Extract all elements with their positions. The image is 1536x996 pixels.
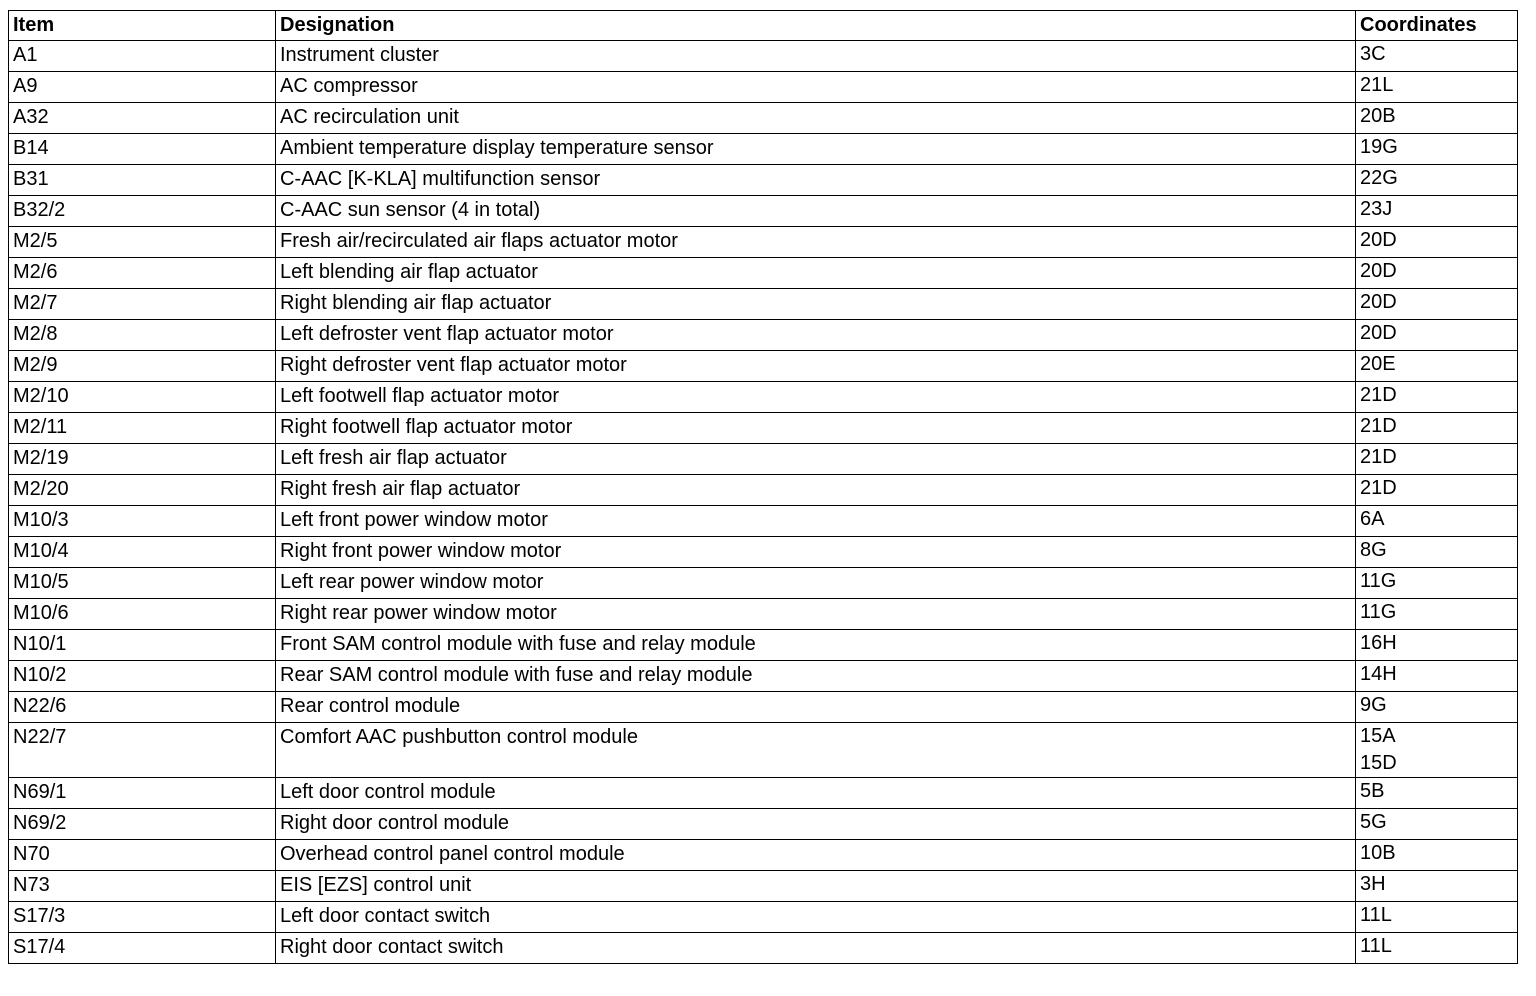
cell-designation: Right defroster vent flap actuator motor (276, 351, 1356, 382)
cell-designation: AC recirculation unit (276, 103, 1356, 134)
coordinate-value: 20D (1360, 229, 1397, 251)
cell-item: M2/7 (9, 289, 276, 320)
coordinate-value: 9G (1360, 694, 1387, 716)
coordinate-value: 16H (1360, 632, 1397, 654)
coordinate-value: 8G (1360, 539, 1387, 561)
cell-coordinates (1356, 475, 1518, 506)
cell-designation: Right front power window motor (276, 537, 1356, 568)
cell-item: M2/19 (9, 444, 276, 475)
table-row (9, 351, 1518, 382)
coordinate-value: 14H (1360, 663, 1397, 685)
cell-coordinates (1356, 165, 1518, 196)
cell-coordinates (1356, 72, 1518, 103)
coordinate-value: 21L (1360, 74, 1394, 96)
cell-item: S17/3 (9, 902, 276, 933)
table-row (9, 809, 1518, 840)
table-row (9, 382, 1518, 413)
table-row (9, 778, 1518, 809)
cell-item: N22/6 (9, 692, 276, 723)
cell-designation: Right door control module (276, 809, 1356, 840)
cell-coordinates (1356, 258, 1518, 289)
table-row (9, 840, 1518, 871)
coordinate-value: 21D (1360, 384, 1397, 406)
header-row (9, 11, 1518, 41)
coordinate-value: 21D (1360, 446, 1397, 468)
cell-designation: Right blending air flap actuator (276, 289, 1356, 320)
cell-coordinates (1356, 871, 1518, 902)
cell-item: S17/4 (9, 933, 276, 964)
cell-item: N10/1 (9, 630, 276, 661)
cell-designation: Fresh air/recirculated air flaps actuator motor (276, 227, 1356, 258)
cell-designation: Right footwell flap actuator motor (276, 413, 1356, 444)
table-row (9, 444, 1518, 475)
coordinate-value: 11L (1360, 935, 1392, 957)
coordinate-value: 3H (1360, 873, 1386, 895)
cell-item: N69/1 (9, 778, 276, 809)
cell-coordinates (1356, 506, 1518, 537)
cell-coordinates (1356, 196, 1518, 227)
cell-designation: Left rear power window motor (276, 568, 1356, 599)
coordinate-value: 5G (1360, 811, 1387, 833)
coordinate-value: 6A (1360, 508, 1385, 530)
table-row (9, 630, 1518, 661)
cell-coordinates (1356, 778, 1518, 809)
cell-designation: Left blending air flap actuator (276, 258, 1356, 289)
table-row (9, 41, 1518, 72)
cell-item: M2/6 (9, 258, 276, 289)
table-row (9, 599, 1518, 630)
cell-designation: Left defroster vent flap actuator motor (276, 320, 1356, 351)
cell-designation: C-AAC [K-KLA] multifunction sensor (276, 165, 1356, 196)
cell-coordinates (1356, 382, 1518, 413)
coordinate-value: 20D (1360, 322, 1397, 344)
coordinate-value: 15A (1360, 725, 1396, 747)
coordinate-value: 3C (1360, 43, 1386, 65)
table-body (9, 41, 1518, 964)
coordinate-value: 11G (1360, 570, 1397, 592)
cell-item: M10/5 (9, 568, 276, 599)
cell-coordinates (1356, 289, 1518, 320)
cell-designation: Overhead control panel control module (276, 840, 1356, 871)
cell-coordinates (1356, 568, 1518, 599)
coordinate-value: 20B (1360, 105, 1396, 127)
coordinate-value: 21D (1360, 477, 1397, 499)
cell-coordinates (1356, 320, 1518, 351)
cell-item: B32/2 (9, 196, 276, 227)
table-row (9, 568, 1518, 599)
cell-coordinates (1356, 840, 1518, 871)
cell-coordinates (1356, 351, 1518, 382)
cell-designation: Left door control module (276, 778, 1356, 809)
cell-designation: Right door contact switch (276, 933, 1356, 964)
coordinate-value: 11G (1360, 601, 1397, 623)
coordinate-value: 10B (1360, 842, 1396, 864)
cell-coordinates (1356, 537, 1518, 568)
cell-designation: Left fresh air flap actuator (276, 444, 1356, 475)
cell-designation: EIS [EZS] control unit (276, 871, 1356, 902)
table-row (9, 72, 1518, 103)
coordinate-value: 23J (1360, 198, 1393, 220)
table-row (9, 475, 1518, 506)
cell-coordinates (1356, 413, 1518, 444)
cell-item: N69/2 (9, 809, 276, 840)
cell-designation: Front SAM control module with fuse and relay module (276, 630, 1356, 661)
cell-item: N70 (9, 840, 276, 871)
coordinate-value: 20E (1360, 353, 1396, 375)
cell-coordinates (1356, 933, 1518, 964)
cell-designation: Rear SAM control module with fuse and relay module (276, 661, 1356, 692)
cell-item: M2/9 (9, 351, 276, 382)
cell-item: B14 (9, 134, 276, 165)
coordinate-value: 20D (1360, 291, 1397, 313)
table-row (9, 320, 1518, 351)
cell-coordinates (1356, 661, 1518, 692)
coordinate-value: 19G (1360, 136, 1398, 158)
cell-item: M10/3 (9, 506, 276, 537)
cell-coordinates (1356, 103, 1518, 134)
cell-coordinates (1356, 630, 1518, 661)
table-row (9, 902, 1518, 933)
cell-designation: Rear control module (276, 692, 1356, 723)
cell-item: M2/8 (9, 320, 276, 351)
table-row (9, 506, 1518, 537)
header-designation: Designation (276, 11, 1356, 41)
cell-item: A1 (9, 41, 276, 72)
coordinate-value: 15D (1360, 752, 1397, 774)
table-row (9, 289, 1518, 320)
cell-designation: C-AAC sun sensor (4 in total) (276, 196, 1356, 227)
cell-designation: Instrument cluster (276, 41, 1356, 72)
cell-coordinates (1356, 599, 1518, 630)
table-row (9, 692, 1518, 723)
cell-coordinates (1356, 692, 1518, 723)
coordinate-value: 11L (1360, 904, 1392, 926)
cell-coordinates (1356, 723, 1518, 778)
coordinate-value: 5B (1360, 780, 1385, 802)
header-item: Item (9, 11, 276, 41)
table-row (9, 134, 1518, 165)
table-row (9, 258, 1518, 289)
cell-coordinates (1356, 41, 1518, 72)
cell-item: N10/2 (9, 661, 276, 692)
cell-item: B31 (9, 165, 276, 196)
cell-coordinates (1356, 902, 1518, 933)
cell-coordinates (1356, 134, 1518, 165)
cell-coordinates (1356, 227, 1518, 258)
table-row (9, 871, 1518, 902)
cell-item: A32 (9, 103, 276, 134)
component-legend-table (8, 10, 1518, 964)
coordinate-value: 22G (1360, 167, 1398, 189)
cell-item: M2/11 (9, 413, 276, 444)
table-row (9, 537, 1518, 568)
cell-designation: Left footwell flap actuator motor (276, 382, 1356, 413)
coordinate-value: 20D (1360, 260, 1397, 282)
cell-designation: Ambient temperature display temperature sensor (276, 134, 1356, 165)
table-row (9, 103, 1518, 134)
table-row (9, 227, 1518, 258)
table-row (9, 933, 1518, 964)
table-row (9, 196, 1518, 227)
table-row (9, 661, 1518, 692)
cell-item: N73 (9, 871, 276, 902)
cell-item: N22/7 (9, 723, 276, 778)
table-row (9, 413, 1518, 444)
coordinate-value: 21D (1360, 415, 1397, 437)
cell-item: M10/4 (9, 537, 276, 568)
cell-item: M2/20 (9, 475, 276, 506)
header-coordinates: Coordinates (1356, 11, 1518, 41)
cell-coordinates (1356, 809, 1518, 840)
cell-designation: Comfort AAC pushbutton control module (276, 723, 1356, 778)
cell-item: M2/5 (9, 227, 276, 258)
cell-designation: Left door contact switch (276, 902, 1356, 933)
cell-item: M2/10 (9, 382, 276, 413)
cell-designation: Left front power window motor (276, 506, 1356, 537)
cell-designation: AC compressor (276, 72, 1356, 103)
cell-item: M10/6 (9, 599, 276, 630)
cell-item: A9 (9, 72, 276, 103)
table-header (9, 11, 1518, 41)
table-row (9, 723, 1518, 778)
table-row (9, 165, 1518, 196)
cell-designation: Right fresh air flap actuator (276, 475, 1356, 506)
cell-designation: Right rear power window motor (276, 599, 1356, 630)
cell-coordinates (1356, 444, 1518, 475)
